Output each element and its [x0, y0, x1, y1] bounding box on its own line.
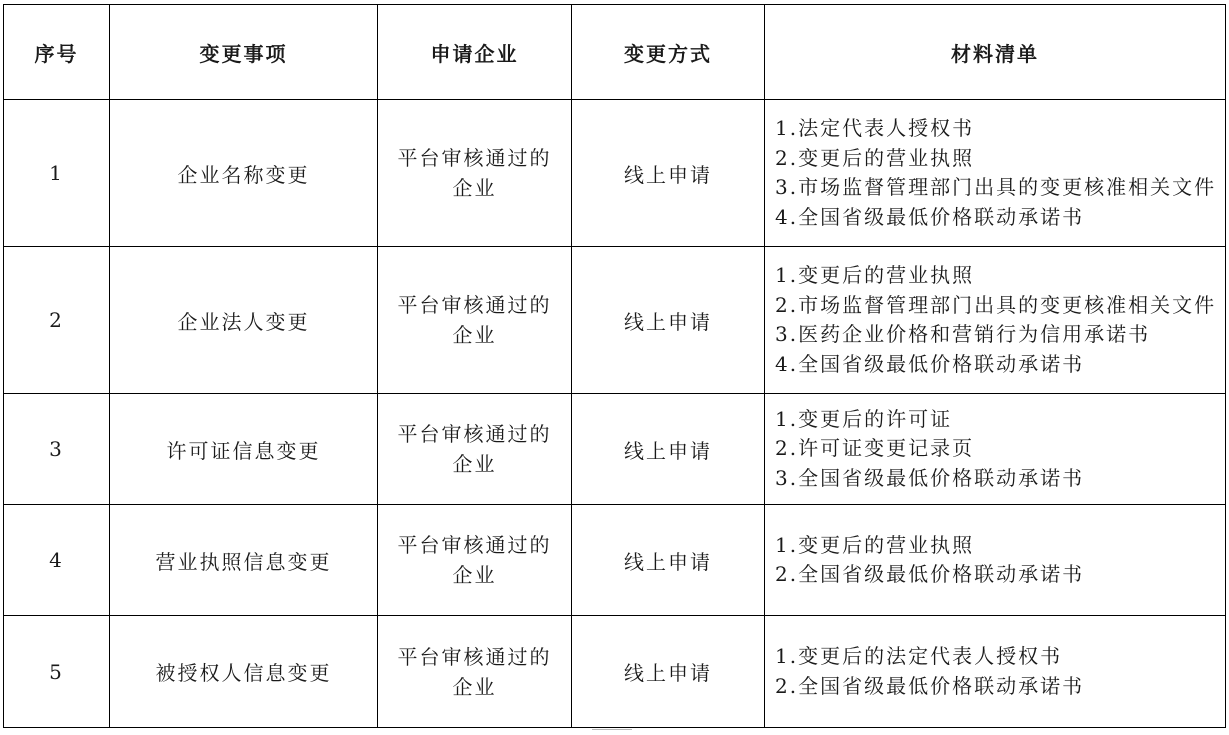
serial-no-cell: 5 — [4, 616, 110, 728]
material-item: 2.全国省级最低价格联动承诺书 — [775, 562, 1085, 586]
material-item: 1.变更后的营业执照 — [775, 263, 975, 287]
applicant-cell: 平台审核通过的企业 — [378, 616, 572, 728]
material-item: 1.变更后的法定代表人授权书 — [775, 644, 1063, 668]
change-method-cell: 线上申请 — [572, 505, 765, 616]
material-item: 2.全国省级最低价格联动承诺书 — [775, 673, 1085, 698]
material-item: 3.市场监督管理部门出具的变更核准相关文件 — [775, 175, 1217, 199]
change-method-cell: 线上申请 — [572, 394, 765, 505]
header-change-item: 变更事项 — [110, 5, 378, 100]
serial-no-cell: 3 — [4, 394, 110, 505]
applicant-cell: 平台审核通过的企业 — [378, 505, 572, 616]
materials-cell — [765, 505, 1226, 616]
materials-cell — [765, 394, 1226, 505]
materials-cell — [765, 247, 1226, 394]
table-row — [4, 616, 1226, 728]
materials-cell — [765, 100, 1226, 247]
applicant-cell: 平台审核通过的企业 — [378, 247, 572, 394]
table-row — [4, 394, 1226, 505]
change-method-cell: 线上申请 — [572, 247, 765, 394]
material-item: 3.全国省级最低价格联动承诺书 — [775, 465, 1085, 490]
material-item: 1.法定代表人授权书 — [775, 116, 975, 140]
material-item: 4.全国省级最低价格联动承诺书 — [775, 204, 1085, 229]
change-materials-table — [3, 4, 1226, 728]
change-item-cell: 企业名称变更 — [110, 100, 378, 247]
materials-cell — [765, 616, 1226, 728]
applicant-cell: 平台审核通过的企业 — [378, 100, 572, 247]
material-item: 4.全国省级最低价格联动承诺书 — [775, 351, 1085, 376]
serial-no-cell: 4 — [4, 505, 110, 616]
header-applicant: 申请企业 — [378, 5, 572, 100]
header-serial-no: 序号 — [4, 5, 110, 100]
change-item-cell: 许可证信息变更 — [110, 394, 378, 505]
applicant-cell: 平台审核通过的企业 — [378, 394, 572, 505]
material-item: 2.变更后的营业执照 — [775, 145, 975, 170]
serial-no-cell: 1 — [4, 100, 110, 247]
material-item: 1.变更后的许可证 — [775, 406, 953, 431]
table-row — [4, 100, 1226, 247]
serial-no-cell: 2 — [4, 247, 110, 394]
header-change-method: 变更方式 — [572, 5, 765, 100]
table-row — [4, 505, 1226, 616]
change-item-cell: 被授权人信息变更 — [110, 616, 378, 728]
table-row — [4, 247, 1226, 394]
material-item: 2.许可证变更记录页 — [775, 436, 975, 461]
change-item-cell: 企业法人变更 — [110, 247, 378, 394]
change-item-cell: 营业执照信息变更 — [110, 505, 378, 616]
header-row — [4, 5, 1226, 100]
footer-divider — [592, 729, 632, 730]
change-method-cell: 线上申请 — [572, 616, 765, 728]
material-item: 2.市场监督管理部门出具的变更核准相关文件 — [775, 292, 1217, 317]
material-item: 3.医药企业价格和营销行为信用承诺书 — [775, 322, 1151, 346]
header-materials: 材料清单 — [765, 5, 1226, 100]
material-item: 1.变更后的营业执照 — [775, 532, 975, 557]
change-method-cell: 线上申请 — [572, 100, 765, 247]
